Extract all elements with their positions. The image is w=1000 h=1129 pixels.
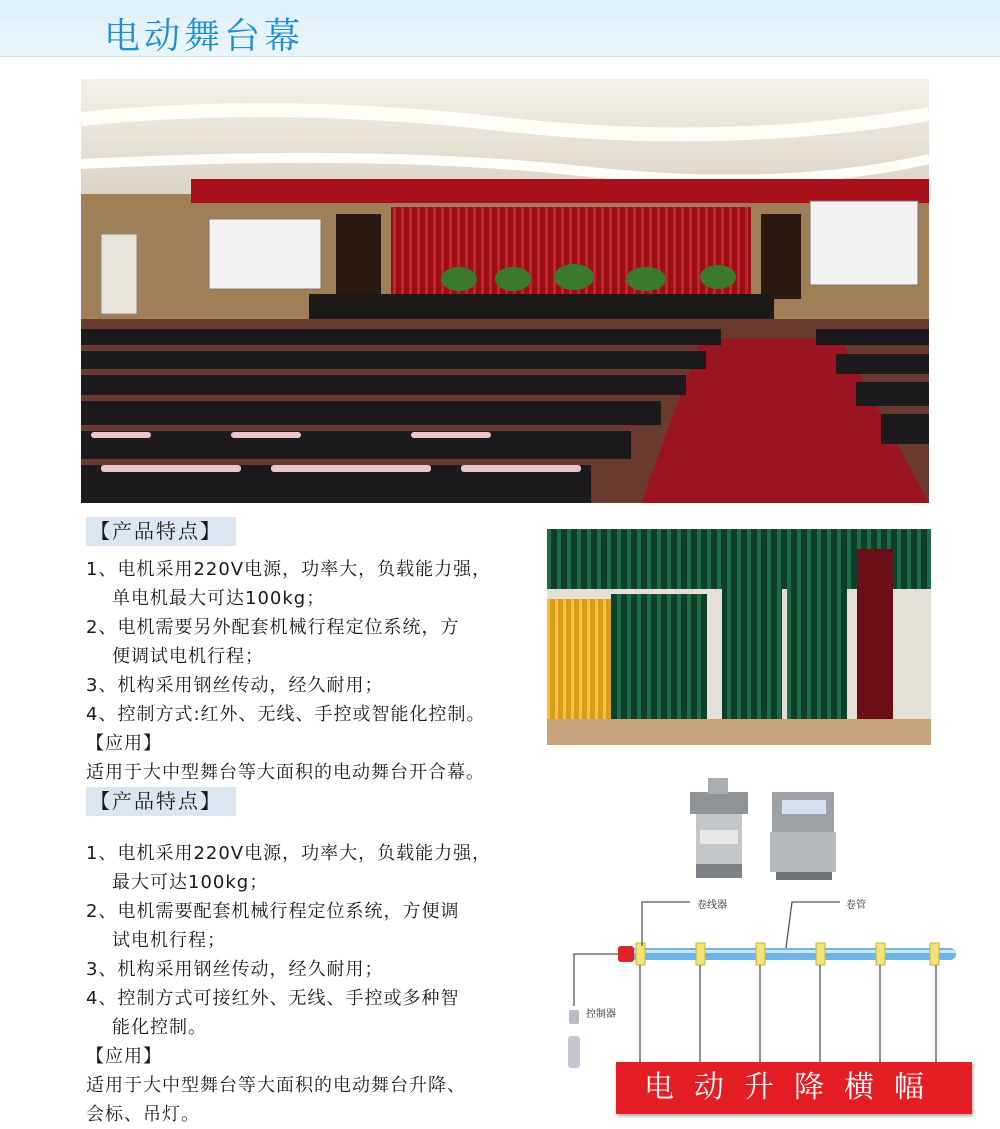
- label-controller: 控制器: [586, 1009, 616, 1020]
- label-tube: 卷管: [846, 900, 866, 911]
- feature-line: 能化控制。: [112, 1017, 207, 1038]
- list-item: [86, 671, 526, 700]
- feature-line: 3、机构采用钢丝传动，经久耐用；: [86, 675, 384, 696]
- header-bar: [0, 0, 1000, 57]
- application-text: 适用于大中型舞台等大面积的电动舞台开合幕。: [86, 762, 485, 783]
- feature-line: 1、电机采用220V电源，功率大，负载能力强，: [86, 559, 492, 580]
- feature-line: 单电机最大可达100kg；: [112, 588, 326, 609]
- feature-line: 2、电机需要另外配套机械行程定位系统，方: [86, 617, 460, 638]
- features-tag: 【产品特点】: [86, 517, 236, 546]
- list-item: [86, 984, 526, 1042]
- feature-line: 试电机行程；: [112, 930, 226, 951]
- curtain-photo: [547, 529, 931, 745]
- feature-line: 4、控制方式:红外、无线、手控或智能化控制。: [86, 704, 486, 725]
- application-text-line2: 会标、吊灯。: [86, 1104, 200, 1125]
- feature-line: 1、电机采用220V电源，功率大，负载能力强，: [86, 843, 492, 864]
- features-section-curtain: [86, 517, 526, 787]
- feature-line: 3、机构采用钢丝传动，经久耐用；: [86, 959, 384, 980]
- feature-line: 4、控制方式可接红外、无线、手控或多种智: [86, 988, 460, 1009]
- list-item: [86, 897, 526, 955]
- features-section-banner: [86, 787, 526, 1129]
- banner-sign: 电动升降横幅: [616, 1062, 972, 1114]
- list-item: [86, 613, 526, 671]
- application-text-line1: 适用于大中型舞台等大面积的电动舞台升降、: [86, 1075, 466, 1096]
- features-list: [86, 555, 526, 729]
- list-item: [86, 555, 526, 613]
- motor-icon: [770, 792, 836, 880]
- list-item: [86, 839, 526, 897]
- motor-icon: [690, 778, 748, 878]
- list-item: [86, 955, 526, 984]
- page-title: 电动舞台幕: [104, 16, 305, 57]
- features-list: [86, 839, 526, 1042]
- label-winder: 卷线器: [697, 900, 727, 911]
- features-tag: 【产品特点】: [86, 787, 236, 816]
- application-tag: 【应用】: [86, 733, 162, 754]
- auditorium-photo: [81, 79, 929, 503]
- feature-line: 最大可达100kg；: [112, 872, 269, 893]
- list-item: [86, 700, 526, 729]
- feature-line: 便调试电机行程；: [112, 646, 264, 667]
- feature-line: 2、电机需要配套机械行程定位系统，方便调: [86, 901, 460, 922]
- application-tag: 【应用】: [86, 1046, 162, 1067]
